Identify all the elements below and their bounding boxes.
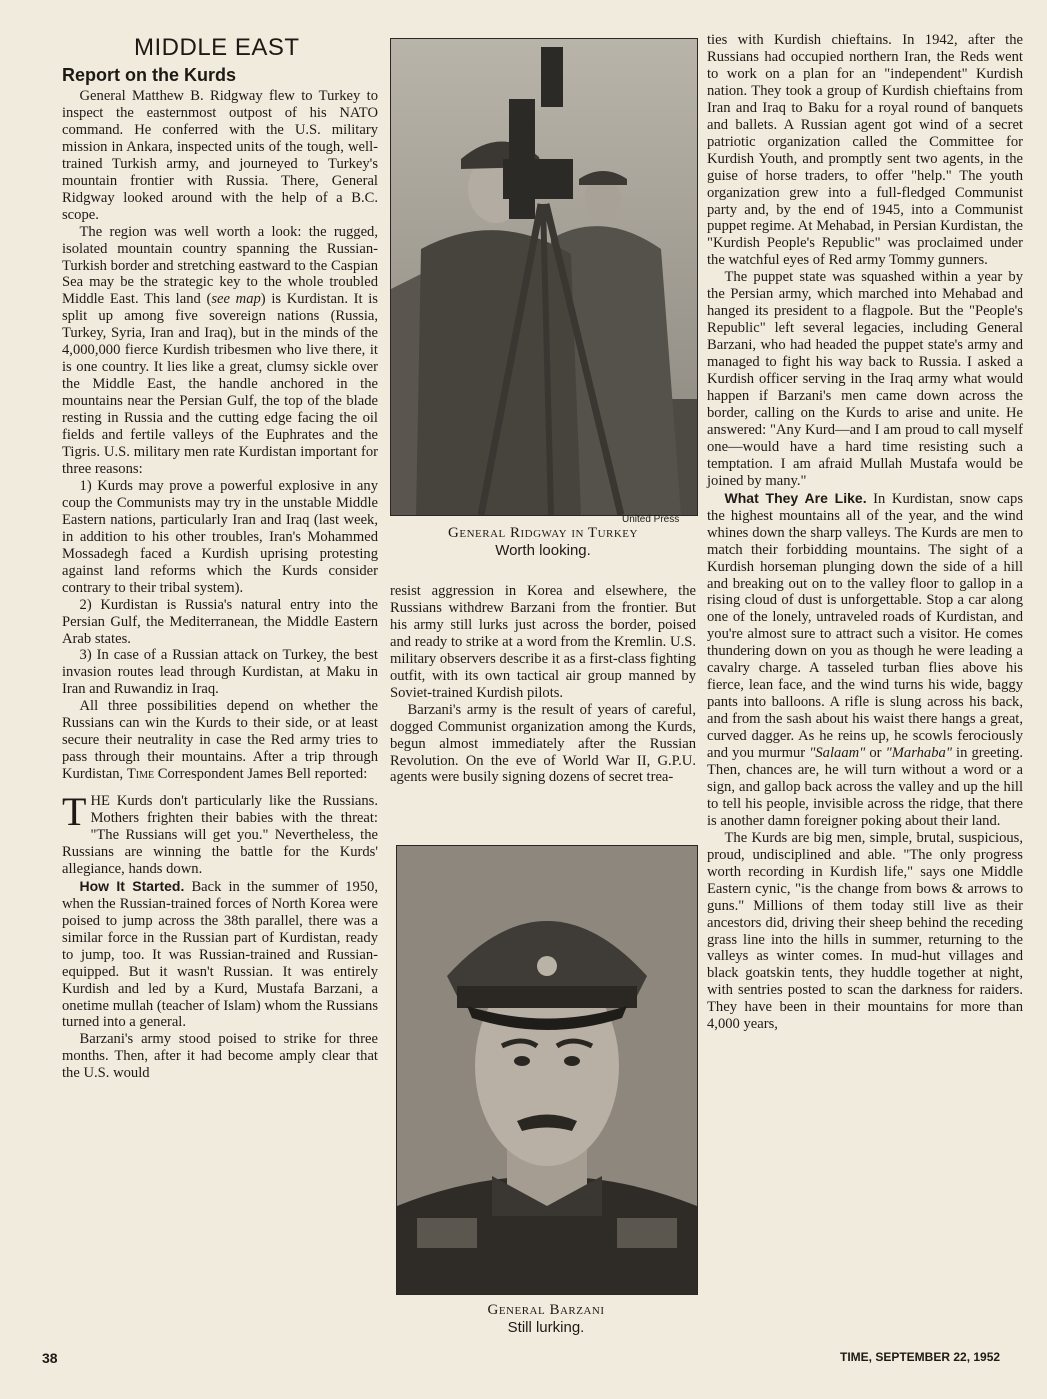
paragraph: General Matthew B. Ridgway flew to Turkey to inspect the easternmost outpost of his NATO command. He conferred with the U.S. military mission in Ankara, inspected units of the tough, well-trained Turkish army, and journeyed to Turkey's mountain frontier with Russia. There, General Ridgway looked around with the help of a B.C. scope. xyxy=(62,88,378,223)
subhead: How It Started. xyxy=(79,877,185,894)
paragraph: The region was well worth a look: the rugged, isolated mountain country spanning the Russian-Turkish border and stretching eastward to the Caspian Sea may be the strategic key to the whole troubled Middle East. This land (see map) is Kurdistan. It is split up among five sovereign nations (Russia, Turkey, Syria, Iran and Iraq), but in the minds of the 4,000,000 fierce Kurdish tribesmen who live there, it is one country. It lies like a great, clumsy sickle over the Middle East, the handle anchored in the mountains near the Persian Gulf, the top of the blade resting in Russia and the cutting edge facing the oil fields and fertile valleys of the Euphrates and the Tigris. U.S. military men rate Kurdistan important for three reasons: xyxy=(62,223,378,477)
paragraph: Barzani's army is the result of years of careful, dogged Communist organization among the Kurds, begun almost immediately after the Russian Revolution. On the eve of World War II, G.P.U. agents were busily signing dozens of secret trea- xyxy=(390,701,696,786)
photo-barzani-caption xyxy=(396,1302,696,1336)
photo-barzani-image xyxy=(397,846,697,1294)
caption-subtitle: Worth looking. xyxy=(495,542,591,559)
story-headline: Report on the Kurds xyxy=(62,65,236,85)
paragraph: 1) Kurds may prove a powerful explosive in any coup the Communists may try in the unstable Middle Eastern nations, particularly Iran and Iraq (last week, in addition to his other troubles, Iran's Mohammed Mossadegh faced a Kurdish uprising protesting against land reforms which the Kurds consider contrary to their tribal system). xyxy=(62,477,378,596)
caption-title: General Barzani xyxy=(487,1302,605,1318)
photo-ridgway xyxy=(390,38,698,516)
photo-ridgway-caption xyxy=(390,525,696,559)
issue-line: TIME, SEPTEMBER 22, 1952 xyxy=(840,1350,1001,1364)
paragraph: 2) Kurdistan is Russia's natural entry into the Persian Gulf, the Mediterranean, the Middle Eastern Arab states. xyxy=(62,596,378,647)
photo-credit: United Press xyxy=(622,514,680,525)
paragraph: All three possibilities depend on whether the Russians can win the Kurds to their side, or at least secure their neutrality in case the Red army tries to pass through their mountains. After a trip through Kurdistan, Time Correspondent James Bell reported: xyxy=(62,698,378,783)
photo-barzani xyxy=(396,845,698,1295)
caption-title: General Ridgway in Turkey xyxy=(448,525,638,541)
column-2 xyxy=(390,583,696,786)
paragraph: The puppet state was squashed within a year by the Persian army, which marched into Mehabad and hanged its president to a flagpole. But the "People's Republic" left several legacies, including General Barzani, who had headed the puppet state's army and managed to fight his way back to Russia. I asked a Kurdish officer serving in the Iraq army what would happen if Barzani's men came down across the border, calling on the Kurds to arise and unite. He answered: "Any Kurd—and I am proud to call myself one—would have a hard time resisting such a temptation. I am afraid Mullah Mustafa would be joined by many." xyxy=(707,269,1023,489)
paragraph: 3) In case of a Russian attack on Turkey, the best invasion routes lead through Kurdistan, at Maku in Iran and Ruwandiz in Iraq. xyxy=(62,647,378,698)
column-1 xyxy=(62,88,378,1082)
paragraph: What They Are Like. In Kurdistan, snow caps the highest mountains all of the year, and the wind whines down the sharp valleys. The Kurds are men to match their forbidding mountains. The sight of a Kurdish horseman plunging down the side of a hill and breaking out on to the valley floor to gallop in a rising cloud of dust is unforgettable. Stop a car along one of the lonely, untraveled roads of Kurdistan, and you're almost sure to attract such a visitor. He comes thundering down on you as though he were leading a cavalry charge. A tasseled turban flies above his fierce, lean face, and the wind turns his wide, baggy pants into balloons. A rifle is slung across his back, and from the sash about his waist there hangs a great, curved dagger. As he reins up, he scowls ferociously and you murmur "Salaam" or "Marhaba" in greeting. Then, chances are, he will turn without a word or a sign, and gallop back across the valley and up the hill to tell his people, invisible across the ridge, that there is another damn foreigner poking about their land. xyxy=(707,489,1023,829)
paragraph: Barzani's army stood poised to strike for three months. Then, after it had become amply clear that the U.S. would xyxy=(62,1031,378,1082)
section-title: MIDDLE EAST xyxy=(134,34,300,61)
photo-ridgway-image xyxy=(391,39,697,515)
page-number: 38 xyxy=(42,1350,58,1366)
paragraph: resist aggression in Korea and elsewhere, the Russians withdrew Barzani from the frontier. But his army still lurks just across the border, poised and ready to strike at a word from the Kremlin. U.S. military observers describe it as a first-class fighting outfit, with its own tactical air group manned by Soviet-trained Kurdish pilots. xyxy=(390,583,696,701)
paragraph: The Kurds are big men, simple, brutal, suspicious, proud, undisciplined and able. "The only progress worth recording in Kurdish life," says one Middle Eastern cynic, "is the change from bows & arrows to guns." Millions of them today still live as their ancestors did, driving their sheep behind the receding grass line into the hills in summer, returning to the valleys as winter comes. In mud-hut villages and black goatskin tents, they huddle together at night, with sentries posted to scan the darkness for raiders. They have been in their mountains for more than 4,000 years, xyxy=(707,829,1023,1033)
column-3 xyxy=(707,32,1023,1033)
drop-cap: T xyxy=(62,789,87,835)
paragraph: THE Kurds don't particularly like the Russians. Mothers frighten their babies with the threat: "The Russians will get you." Nevertheless, the Russians are winning the battle for the Kurds' allegiance, hands down. xyxy=(62,789,378,877)
subhead: What They Are Like. xyxy=(724,489,867,506)
caption-subtitle: Still lurking. xyxy=(507,1319,585,1336)
paragraph: How It Started. Back in the summer of 1950, when the Russian-trained forces of North Korea were poised to jump across the 38th parallel, there was a similar force in the Russian part of Kurdistan, ready to jump, too. It was Russian-trained and Russian-equipped. But it wasn't Russian. It was entirely Kurdish and led by a Kurd, Mustafa Barzani, a onetime mullah (teacher of Islam) whom the Russians turned into a general. xyxy=(62,877,378,1031)
paragraph: ties with Kurdish chieftains. In 1942, after the Russians had occupied northern Iran, the Reds went to work on a plan for an "independent" Kurdish nation. They took a group of Kurdish chieftains from Iran and Iraq to Baku for a royal round of banquets and ballets. A Russian agent got wind of a secret patriotic organization called the Committee for Kurdish Youth, and promptly sent two agents, in the guise of horse traders, to offer "help." The youth organization grew into a full-fledged Communist party and, by the end of 1945, into a Communist puppet regime. At Mehabad, in Persian Kurdistan, the "Kurdish People's Republic" was proclaimed under the watchful eyes of Red army Tommy gunners. xyxy=(707,32,1023,269)
